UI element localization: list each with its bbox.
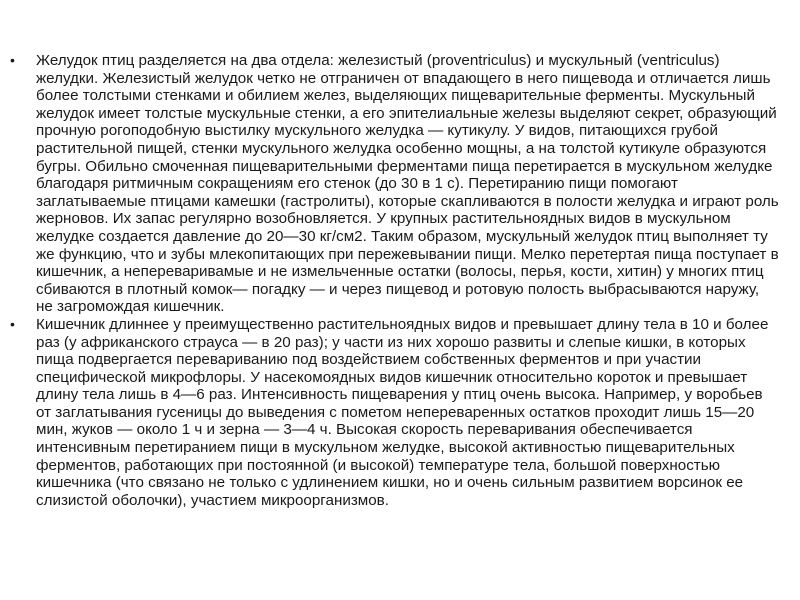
bullet-marker: • (10, 52, 15, 68)
bullet-item-intestine (10, 315, 780, 510)
bullet-text-intestine: Кишечник длиннее у преимущественно растительноядных видов и превышает длину тела в 10 и более раз (у африканского страуса — в 20 раз); у части из них хорошо развиты и слепые кишки, в которых пища подвергается перевариванию под воздействием собственных ферментов и при участии специфической микрофлоры. У насекомоядных видов кишечник относительно короток и превышает длину тела лишь в 4—6 раз. Интенсивность пищеварения у птиц очень высока. Например, у воробьев от заглатывания гусеницы до выведения с пометом непереваренных остатков проходит лишь 15—20 мин, жуков — около 1 ч и зерна — 3—4 ч. Высокая скорость переваривания обеспечивается интенсивным перетиранием пищи в мускульном желудке, высокой активностью пищеварительных ферментов, работающих при постоянной (и высокой) температуре тела, большой поверхностью кишечника (что связано не только с удлинением кишки, но и очень сильным развитием ворсинок ее слизистой оболочки), участием микроорганизмов. (36, 315, 769, 509)
bullet-marker: • (10, 315, 15, 332)
bullet-item-stomach (10, 52, 780, 316)
bullet-text-stomach: Желудок птиц разделяется на два отдела: железистый (proventriculus) и мускульный (ventriculus) желудки. Железистый желудок четко не отграничен от впадающего в него пищевода и отличается лишь более толстыми стенками и обилием желез, выделяющих пищеварительные ферменты. Мускульный желудок имеет толстые мускульные стенки, а его эпителиальные железы выделяют секрет, образующий прочную рогоподобную выстилку мускульного желудка — кутикулу. У видов, питающихся грубой растительной пищей, стенки мускульного желудка особенно мощны, а на толстой кутикуле образуются бугры. Обильно смоченная пищеварительными ферментами пища перетирается в мускульном желудке благодаря ритмичным сокращениям его стенок (до 30 в 1 с). Перетиранию пищи помогают заглатываемые птицами камешки (гастролиты), которые скапливаются в полости желудка и играют роль жерновов. Их запас регулярно возобновляется. У крупных растительноядных видов в мускульном желудке создается давление до 20—30 кг/см2. Таким образом, мускульный желудок птиц выполняет ту же функцию, что и зубы млекопитающих при пережевывании пищи. Мелко перетертая пища поступает в кишечник, а непереваривамые и не измельченные остатки (волосы, перья, кости, хитин) у многих птиц сбиваются в плотный комок— погадку — и через пищевод и ротовую полость выбрасываются наружу, не загромождая кишечник. (36, 52, 779, 316)
bullet-list (10, 52, 779, 509)
